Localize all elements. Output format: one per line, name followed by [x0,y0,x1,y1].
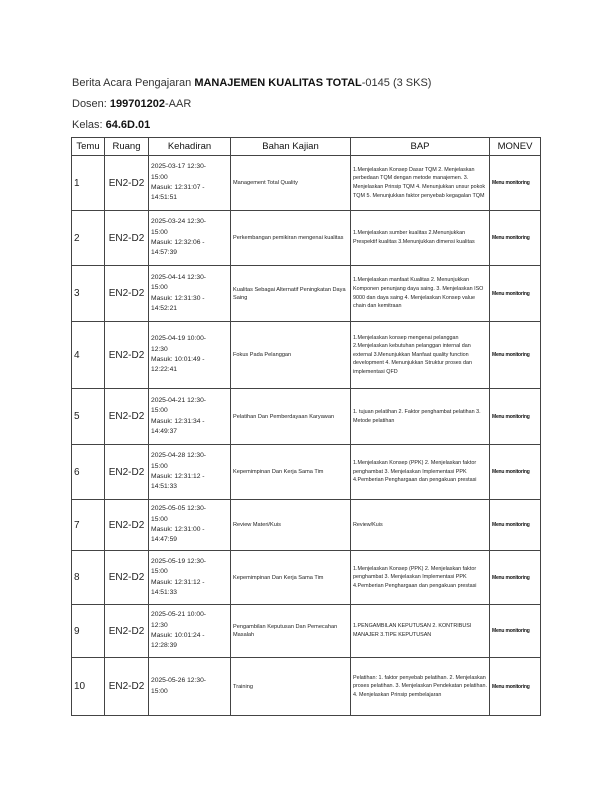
course-name: MANAJEMEN KUALITAS TOTAL [194,77,362,89]
monev-link[interactable]: Menu monitoring [492,469,530,475]
room-code: EN2-D2 [105,156,149,211]
table-row [72,551,541,605]
attendance-cell [149,551,231,605]
topic-cell: Pengambilan Keputusan Dan Pemecahan Masalah [231,605,351,658]
topic-cell: Perkembangan pemikiran mengenai kualitas [231,211,351,266]
class-value: 64.6D.01 [105,119,151,131]
attendance-line: 12:30 [151,621,168,629]
attendance-line: 2025-05-05 12:30- [151,505,207,513]
attendance-line: 14:52:21 [151,304,178,312]
course-code: -0145 (3 SKS) [361,77,432,89]
bap-description: Review/Kuis [351,500,490,551]
attendance-line: 15:00 [151,568,168,576]
attendance-line: Masuk: 12:31:07 - [151,184,205,191]
bap-description: 1.Menjelaskan Konsep Dasar TQM 2. Menjelaskan perbedaan TQM dengan metode manajemen. 3. Menjelaskan Prinsip TQM 4. Menunjukkan unsur pokok TQM 5. Menunjukkan faktor penyebab kegagalan TQM [351,156,490,211]
attendance-cell [149,658,231,716]
attendance-line: Masuk: 12:32:06 - [151,239,205,246]
attendance-line: 14:57:39 [151,249,178,257]
col-header-monev: MONEV [490,138,541,156]
attendance-line: Masuk: 12:31:12 - [151,578,205,586]
teaching-report-table [71,137,541,716]
table-row [72,389,541,445]
col-header-kehadiran: Kehadiran [149,138,231,156]
monev-cell [490,551,541,605]
monev-cell [490,211,541,266]
title-prefix: Berita Acara Pengajaran [72,77,195,89]
class-line [72,119,150,131]
topic-cell: Kualitas Sebagai Alternatif Peningkatan Daya Saing [231,266,351,322]
monev-link[interactable]: Menu monitoring [492,235,530,241]
attendance-line: 14:49:37 [151,427,178,435]
meeting-number: 10 [72,658,105,716]
monev-link[interactable]: Menu monitoring [492,290,530,297]
attendance-line: Masuk: 10:01:49 - [151,356,205,363]
lecturer-line [72,98,191,110]
room-code: EN2-D2 [105,551,149,605]
meeting-number: 6 [72,445,105,500]
bap-description: 1.Menjelaskan Konsep (PPK) 2. Menjelaskan faktor penghambat 3. Menjelaskan Implementasi PPK 4.Pemberian Penghargaan dan pengakuan prestasi [351,445,490,500]
bap-description: 1.Menjelaskan sumber kualitas 2.Menunjukkan Prespektif kualitas 3.Menunjukkan dimensi kualitas [351,211,490,266]
room-code: EN2-D2 [105,322,149,389]
attendance-line: 12:28:39 [151,642,178,650]
attendance-cell [149,500,231,551]
table-row [72,658,541,716]
attendance-cell [149,266,231,322]
monev-cell [490,322,541,389]
attendance-line: 15:00 [151,407,168,415]
attendance-line: 14:47:59 [151,536,178,544]
room-code: EN2-D2 [105,266,149,322]
report-title [72,77,431,89]
lecturer-label: Dosen: [72,98,110,110]
topic-cell: Kepemimpinan Dan Kerja Sama Tim [231,551,351,605]
meeting-number: 2 [72,211,105,266]
attendance-cell [149,389,231,445]
meeting-number: 7 [72,500,105,551]
monev-cell [490,605,541,658]
table-row [72,266,541,322]
attendance-line: Masuk: 12:31:34 - [151,417,205,425]
attendance-line: 2025-04-14 12:30- [151,273,207,281]
monev-cell [490,266,541,322]
topic-cell: Management Total Quality [231,156,351,211]
bap-description: 1.PENGAMBILAN KEPUTUSAN 2. KONTRIBUSI MANAJER 3.TIPE KEPUTUSAN [351,605,490,658]
room-code: EN2-D2 [105,445,149,500]
attendance-cell [149,445,231,500]
meeting-number: 8 [72,551,105,605]
monev-link[interactable]: Menu monitoring [492,522,530,528]
bap-description: Pelatihan: 1. faktor penyebab pelatihan. 2. Menjelaskan proses pelatihan. 3. Menjelaskan Pendekatan pelatihan. 4. Menjelaskan Prinsip pembelajaran [351,658,490,716]
attendance-line: 2025-04-19 10:00- [151,335,207,343]
room-code: EN2-D2 [105,211,149,266]
col-header-ruang: Ruang [105,138,149,156]
monev-cell [490,445,541,500]
room-code: EN2-D2 [105,605,149,658]
attendance-line: 2025-03-17 12:30- [151,163,207,171]
attendance-line: 15:00 [151,173,168,181]
topic-cell: Fokus Pada Pelanggan [231,322,351,389]
col-header-bap: BAP [351,138,490,156]
monev-link[interactable]: Menu monitoring [492,574,530,581]
meeting-number: 4 [72,322,105,389]
bap-description: 1. tujuan pelatihan 2. Faktor penghambat pelatihan 3. Metode pelatihan [351,389,490,445]
attendance-cell [149,605,231,658]
attendance-cell [149,211,231,266]
table-row [72,605,541,658]
room-code: EN2-D2 [105,389,149,445]
table-row [72,445,541,500]
meeting-number: 1 [72,156,105,211]
class-label: Kelas: [72,119,106,131]
attendance-line: 2025-05-26 12:30- [151,677,207,685]
attendance-line: Masuk: 12:31:12 - [151,473,205,480]
bap-description: 1.Menjelaskan konsep mengenai pelanggan 2.Menjelaskan kebutuhan pelanggan internal dan external 3.Menunjukkan Manfaat quality function development 4. Menunjukkan Struktur proses dan implementasi QFD [351,322,490,389]
attendance-line: 2025-05-21 10:00- [151,611,207,619]
monev-cell [490,156,541,211]
attendance-line: 12:22:41 [151,366,178,374]
meeting-number: 5 [72,389,105,445]
attendance-line: Masuk: 12:31:30 - [151,294,205,302]
topic-cell: Review Materi/Kuis [231,500,351,551]
table-row [72,211,541,266]
attendance-line: 15:00 [151,228,168,236]
monev-cell [490,658,541,716]
attendance-line: 15:00 [151,284,168,292]
monev-link[interactable]: Menu monitoring [492,628,530,634]
attendance-line: 14:51:33 [151,588,178,596]
monev-link[interactable]: Menu monitoring [492,352,530,358]
attendance-cell [149,322,231,389]
attendance-line: 14:51:33 [151,483,178,491]
topic-cell: Training [231,658,351,716]
lecturer-code: -AAR [164,98,192,110]
attendance-line: 14:51:51 [151,194,178,202]
topic-cell: Pelatihan Dan Pemberdayaan Karyawan [231,389,351,445]
col-header-bahan-kajian: Bahan Kajian [231,138,351,156]
attendance-line: 12:30 [151,345,168,353]
attendance-cell [149,156,231,211]
monev-link[interactable]: Menu monitoring [492,180,530,186]
topic-cell: Kepemimpinan Dan Kerja Sama Tim [231,445,351,500]
meeting-number: 3 [72,266,105,322]
meeting-number: 9 [72,605,105,658]
table-row [72,156,541,211]
attendance-line: 2025-03-24 12:30- [151,218,207,226]
table-row [72,322,541,389]
table-header-row [72,138,541,156]
bap-description: 1.Menjelaskan Konsep (PPK) 2. Menjelaskan faktor penghambat 3. Menjelaskan Implementasi PPK 4.Pemberian Penghargaan dan pengakuan prestasi [351,551,490,605]
room-code: EN2-D2 [105,658,149,716]
room-code: EN2-D2 [105,500,149,551]
table-row [72,500,541,551]
attendance-line: 15:00 [151,687,168,695]
bap-description: 1.Menjelaskan manfaat Kualitas 2. Menunjukkan Komponen penunjang daya saing. 3. Menjelaskan ISO 9000 dan daya saing 4. Menjelaskan Konsep value chain dan kemitraan [351,266,490,322]
attendance-line: 2025-04-21 12:30- [151,396,207,404]
attendance-line: Masuk: 12:31:00 - [151,526,205,533]
attendance-line: 15:00 [151,462,168,470]
monev-cell [490,389,541,445]
col-header-temu: Temu [72,138,105,156]
monev-cell [490,500,541,551]
monev-link[interactable]: Menu monitoring [492,683,530,690]
attendance-line: 2025-04-28 12:30- [151,452,207,460]
lecturer-id: 199701202 [109,98,165,110]
monev-link[interactable]: Menu monitoring [492,413,530,420]
attendance-line: 2025-05-19 12:30- [151,557,207,565]
attendance-line: Masuk: 10:01:24 - [151,632,205,639]
attendance-line: 15:00 [151,515,168,523]
